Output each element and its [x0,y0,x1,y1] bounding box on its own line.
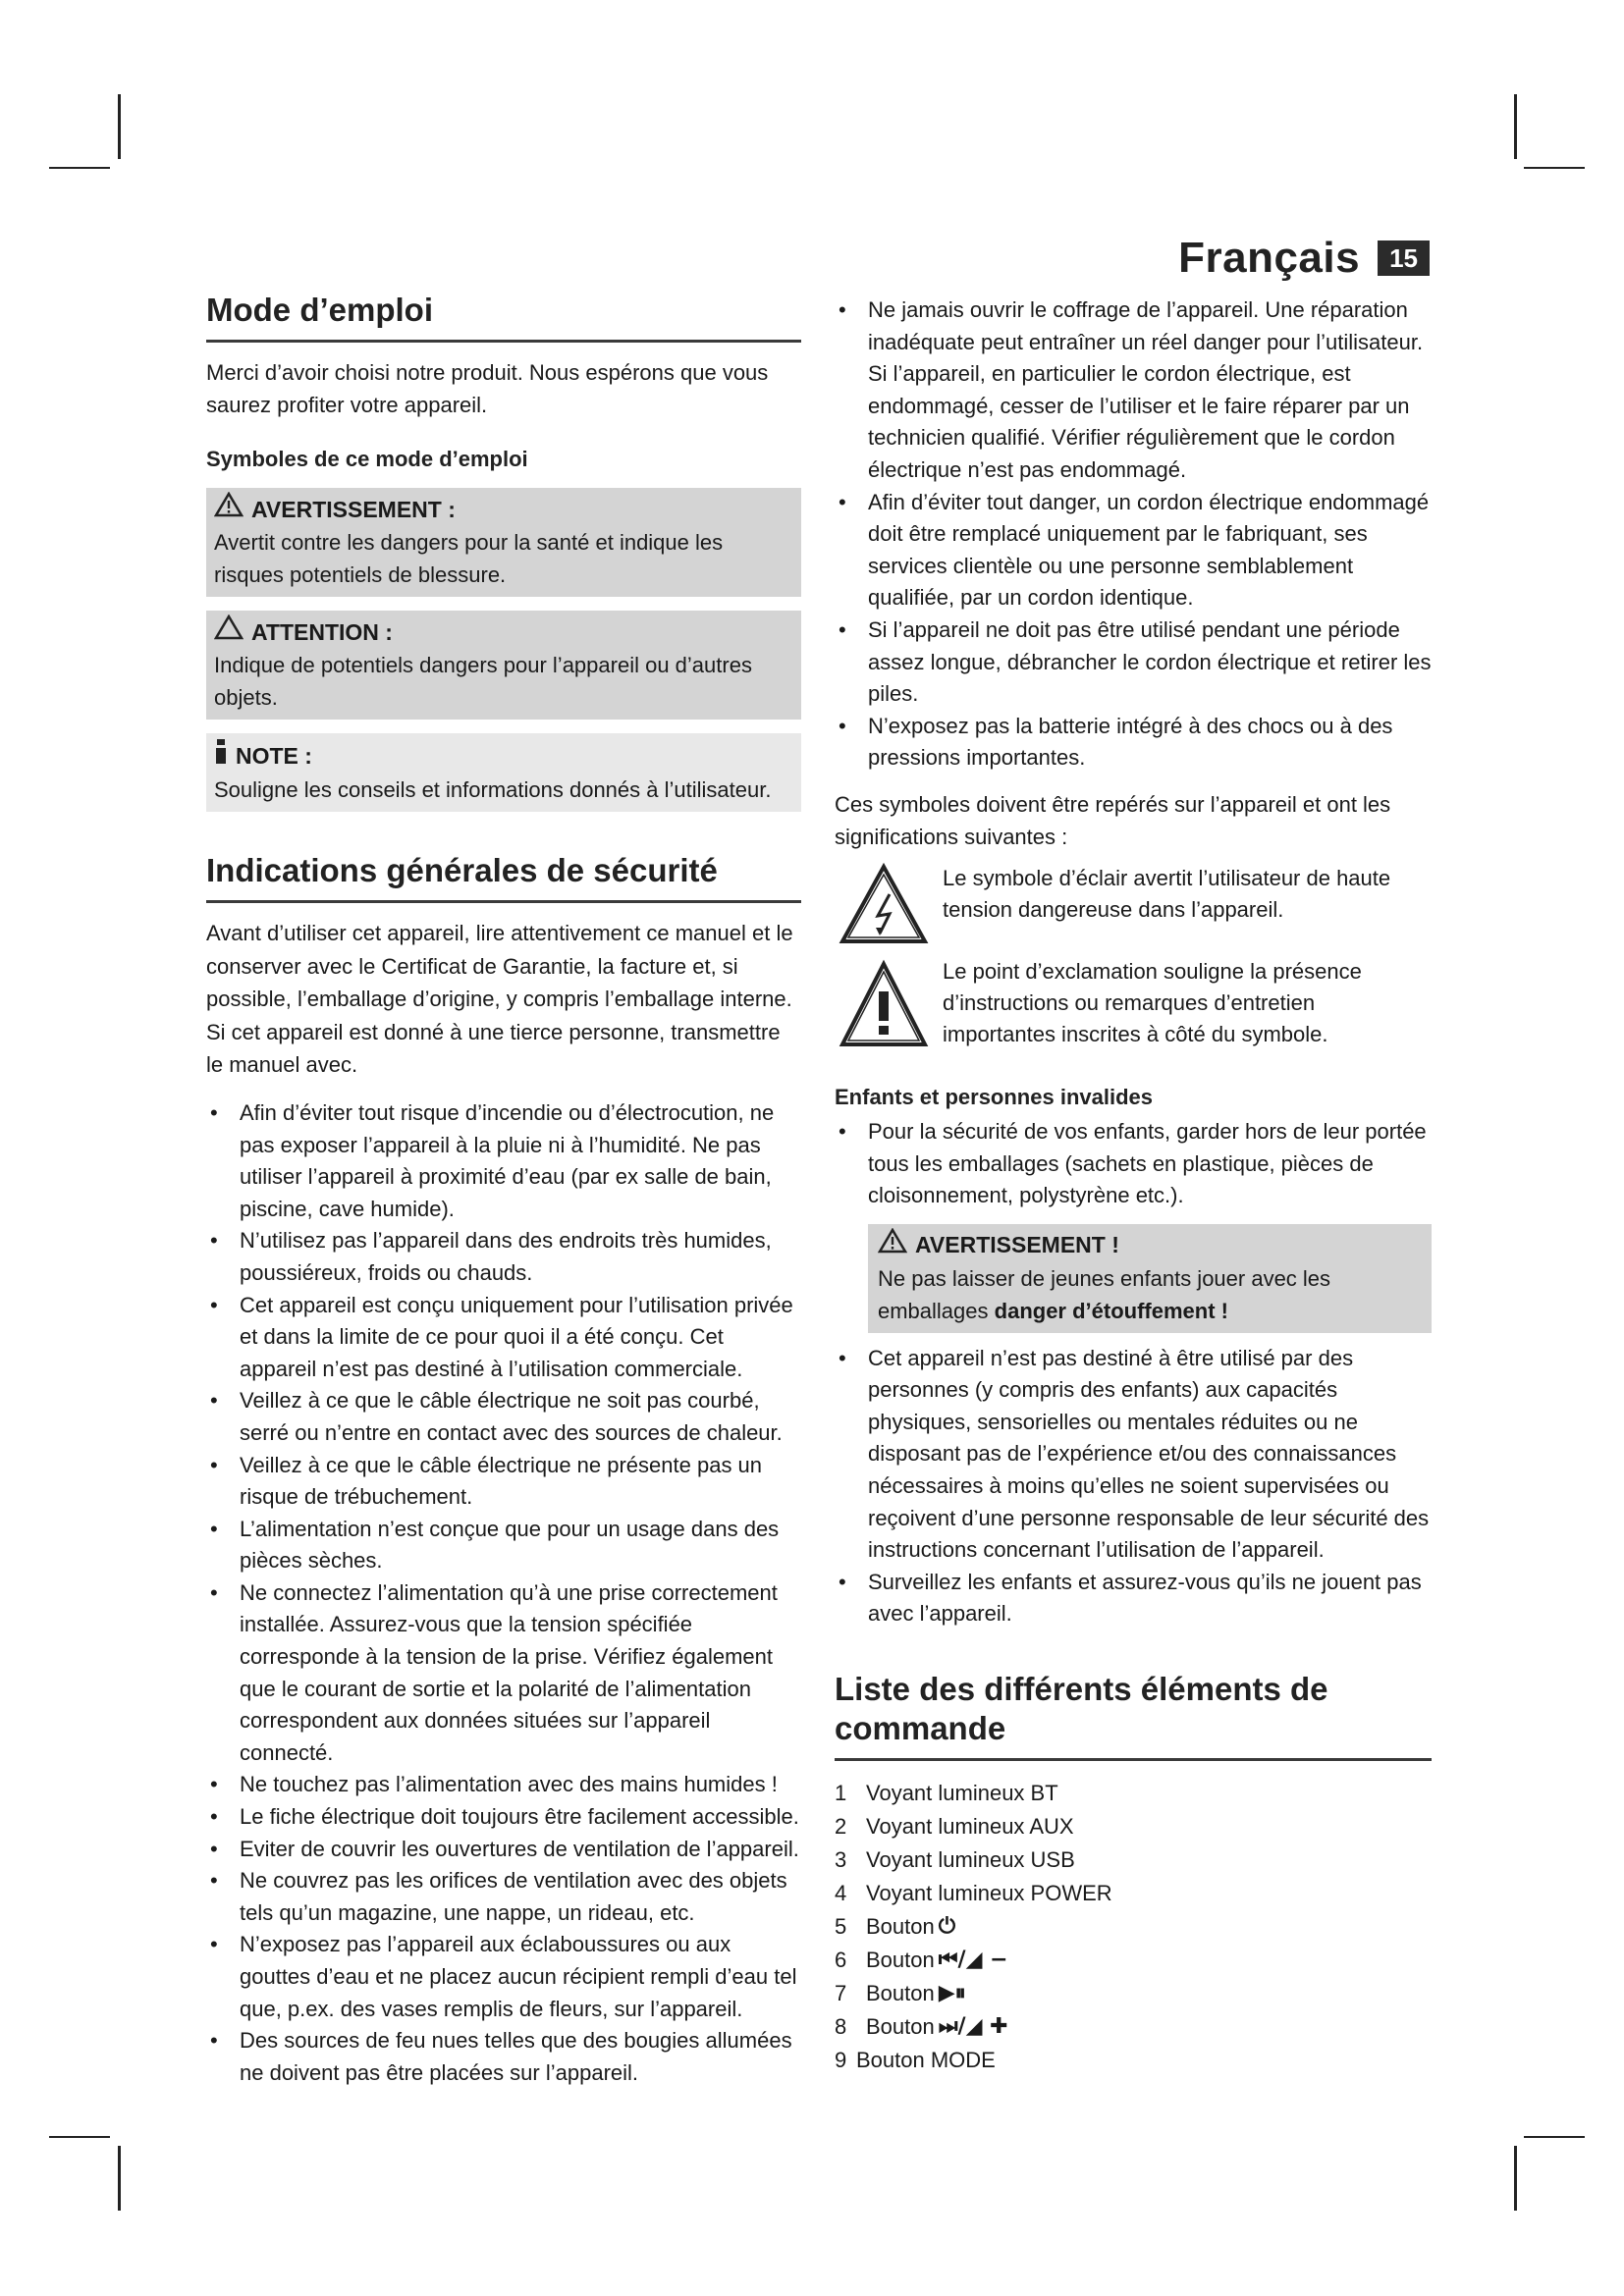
child-warning-body [878,1262,1424,1327]
control-item: 3 Voyant lumineux USB [835,1847,1075,1873]
children-heading: Enfants et personnes invalides [835,1084,1153,1109]
list-item: • Des sources de feu nues telles que des bougies allumées ne doivent pas être placées sur l’appareil. [206,2025,801,2089]
warning-text: Avertit contre les dangers pour la santé et indique les risques potentiels de blessure. [214,530,724,587]
attention-triangle-icon [214,614,244,649]
symbols-heading: Symboles de ce mode d’emploi [206,447,528,471]
attention-box [206,611,801,720]
exclamation-warning-icon [839,956,929,1055]
list-item: • Veillez à ce que le câble électrique ne présente pas un risque de trébuchement. [206,1450,801,1514]
attention-text: Indique de potentiels dangers pour l’appareil ou d’autres objets. [214,653,752,710]
control-item: 4 Voyant lumineux POWER [835,1881,1112,1906]
right-column [835,294,1432,2077]
crop-mark [1524,167,1585,169]
next-volume-up-icon: ⏭/◢ ✚ [938,2014,1008,2040]
note-text: Souligne les conseils et informations donnés à l’utilisateur. [214,777,772,802]
warning-triangle-icon [214,492,244,526]
list-item: • Cet appareil est conçu uniquement pour l’utilisation privée et dans la limite de ce pour quoi il a été conçu. Cet appareil n’est pas destiné à l’utilisation commerciale. [206,1290,801,1386]
child-warning-text: Ne pas laisser de jeunes enfants jouer avec les emballages [878,1265,1331,1323]
list-item: • Eviter de couvrir les ouvertures de ventilation de l’appareil. [206,1834,801,1866]
control-item: 1 Voyant lumineux BT [835,1781,1058,1806]
safety-intro: Avant d’utiliser cet appareil, lire attentivement ce manuel et le conserver avec le Certificat de Garantie, la facture et, si possible, l’emballage d’origine, y compris l’emballage interne. Si cet appareil est donné à une tierce personne, transmettre le manuel avec. [206,921,793,1078]
previous-volume-down-icon: ⏮/◢ − [938,1948,1008,1973]
crop-mark [118,2146,121,2211]
list-item: • Afin d’éviter tout risque d’incendie ou d’électrocution, ne pas exposer l’appareil à la pluie ni à l’humidité. Ne pas utiliser l’appareil à proximité d’eau (par ex salle de bain, piscine, cave humide). [206,1097,801,1225]
crop-mark [49,167,110,169]
crop-mark [1524,2136,1585,2138]
power-icon: ⏻ [938,1914,956,1940]
language-title: Français [1178,234,1361,282]
list-item: • Ne jamais ouvrir le coffrage de l’appareil. Une réparation inadéquate peut entraîner un réel danger pour l’utilisateur. Si l’appareil, en particulier le cordon électrique, est endommagé, cesser de l’utiliser et le faire réparer par un technicien qualifié. Vérifier régulièrement que le cordon électrique n’est pas endommagé. [835,294,1432,487]
list-item: • Ne couvrez pas les orifices de ventilation avec des objets tels qu’un magazine, une nappe, un rideau, etc. [206,1865,801,1929]
list-item: • Le fiche électrique doit toujours être facilement accessible. [206,1801,801,1834]
list-item: • N’exposez pas l’appareil aux éclaboussures ou aux gouttes d’eau et ne placez aucun récipient rempli d’eau tel que, p.ex. des vases remplis de fleurs, sur l’appareil. [206,1929,801,2025]
crop-mark [1514,94,1517,159]
children-list [835,1116,1432,1212]
note-title: NOTE : [236,742,312,769]
list-item: • N’exposez pas la batterie intégré à des chocs ou à des pressions importantes. [835,711,1432,774]
list-item: • L’alimentation n’est conçue que pour un usage dans des pièces sèches. [206,1514,801,1577]
note-box [206,733,801,812]
section-title-mode-emploi: Mode d’emploi [206,291,801,343]
page-header [1178,234,1430,283]
symbols-intro: Ces symboles doivent être repérés sur l’appareil et ont les significations suivantes : [835,791,1391,849]
list-item: • Surveillez les enfants et assurez-vous qu’ils ne jouent pas avec l’appareil. [835,1567,1432,1630]
left-column [206,291,801,2089]
list-item: • Cet appareil n’est pas destiné à être utilisé par des personnes (y compris des enfants) aux capacités physiques, sensorielles ou mentales réduites ou ne disposant pas de l’expérience et/ou des connaissances nécessaires à moins qu’elles ne soient supervisées ou reçoivent d’une personne responsable de leur sécurité des instructions concernant l’utilisation de l’appareil. [835,1343,1432,1567]
child-warning-bold: danger d’étouffement ! [994,1298,1228,1323]
play-pause-icon: ▶⏸ [938,1981,966,2006]
control-item: 8 Bouton ⏭/◢ ✚ [835,2010,1432,2044]
control-item: 9 Bouton MODE [835,2048,996,2073]
control-item: 7 Bouton ▶⏸ [835,1977,1432,2010]
intro-text: Merci d’avoir choisi notre produit. Nous espérons que vous saurez profiter votre appareil. [206,360,769,417]
exclamation-text: Le point d’exclamation souligne la présence d’instructions ou remarques d’entretien importantes inscrites à côté du symbole. [943,958,1362,1046]
warning-title: AVERTISSEMENT : [251,496,456,522]
section-title-controls: Liste des différents éléments de commande [835,1670,1432,1761]
control-item: 6 Bouton ⏮/◢ − [835,1944,1432,1977]
list-item: • Ne connectez l’alimentation qu’à une prise correctement installée. Assurez-vous que la tension spécifiée corresponde à la tension de la prise. Vérifiez également que le courant de sortie et la polarité de l’alimentation correspondent aux données situées sur l’appareil connecté. [206,1577,801,1770]
attention-title: ATTENTION : [251,618,393,645]
list-item: • Si l’appareil ne doit pas être utilisé pendant une période assez longue, débrancher le cordon électrique et retirer les piles. [835,614,1432,711]
safety-list-continued [835,294,1432,774]
control-item: 5 Bouton ⏻ [835,1910,1432,1944]
list-item: • N’utilisez pas l’appareil dans des endroits très humides, poussiéreux, froids ou chauds. [206,1225,801,1289]
warning-box [206,488,801,597]
crop-mark [1514,2146,1517,2211]
list-item: • Pour la sécurité de vos enfants, garder hors de leur portée tous les emballages (sachets en plastique, pièces de cloisonnement, polystyrène etc.). [835,1116,1432,1212]
section-title-securite: Indications générales de sécurité [206,851,801,903]
crop-mark [118,94,121,159]
lightning-text: Le symbole d’éclair avertit l’utilisateur de haute tension dangereuse dans l’appareil. [943,865,1391,922]
crop-mark [49,2136,110,2138]
page-number: 15 [1378,240,1430,276]
info-icon [214,737,228,774]
list-item: • Ne touchez pas l’alimentation avec des mains humides ! [206,1769,801,1801]
list-item: • Afin d’éviter tout danger, un cordon électrique endommagé doit être remplacé uniquement par le fabriquant, ses services clientèle ou une personne semblablement qualifiée, par un cordon identique. [835,487,1432,614]
child-warning-box [868,1224,1432,1333]
lightning-symbol-row [839,863,1432,950]
exclamation-symbol-row [839,956,1432,1055]
warning-triangle-icon [878,1228,907,1262]
children-list-continued [835,1343,1432,1630]
safety-list [206,1097,801,2089]
lightning-warning-icon [839,863,929,950]
control-item: 2 Voyant lumineux AUX [835,1814,1074,1840]
list-item: • Veillez à ce que le câble électrique ne soit pas courbé, serré ou n’entre en contact avec des sources de chaleur. [206,1385,801,1449]
child-warning-title: AVERTISSEMENT ! [915,1232,1119,1258]
controls-list [835,1777,1432,2077]
